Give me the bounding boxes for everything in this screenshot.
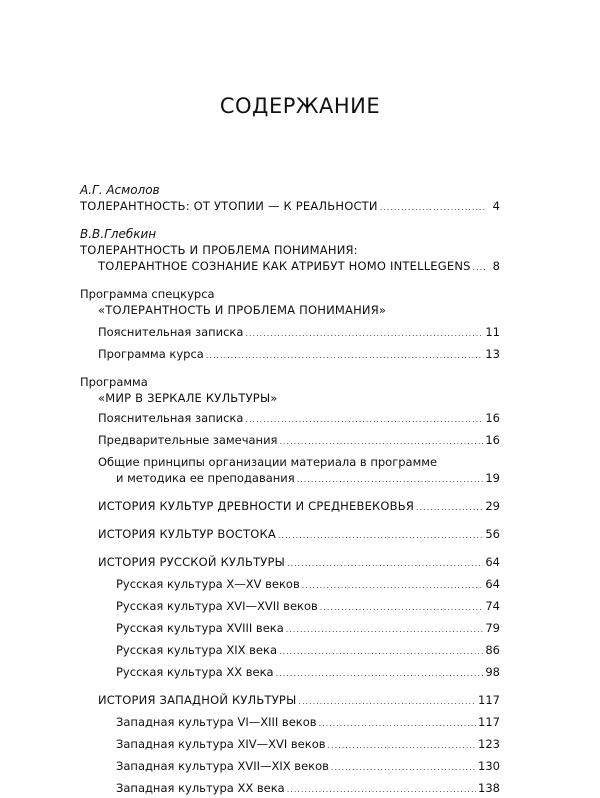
toc-entry-title: ТОЛЕРАНТНОСТЬ: ОТ УТОПИИ — К РЕАЛЬНОСТИ	[80, 199, 378, 213]
toc-entry[interactable]	[80, 598, 500, 616]
leader-dots	[380, 200, 486, 216]
leader-dots	[206, 348, 484, 364]
toc-entry-title: Западная культура XVII—XIX веков	[116, 759, 329, 773]
toc-entry[interactable]	[80, 758, 500, 776]
toc-entry-title: Программа курса	[98, 347, 204, 361]
toc-section-asmolov	[80, 182, 500, 216]
toc-section-special-course	[80, 286, 500, 364]
toc-section-glebkin	[80, 226, 500, 276]
toc-entry-page: 79	[485, 621, 500, 635]
toc-heading: «МИР В ЗЕРКАЛЕ КУЛЬТУРЫ»	[98, 391, 278, 405]
toc-entry[interactable]	[80, 346, 500, 364]
toc-entry[interactable]	[80, 664, 500, 682]
toc-entry[interactable]	[80, 526, 500, 544]
toc-heading: Программа	[80, 375, 148, 389]
leader-dots	[302, 578, 484, 594]
leader-dots	[287, 556, 483, 572]
toc-entry-title: Пояснительная записка	[98, 325, 244, 339]
toc-entry-title: Западная культура XIV—XVI веков	[116, 737, 326, 751]
toc-entry-page: 19	[485, 471, 500, 485]
leader-dots	[279, 644, 483, 660]
toc-entry[interactable]	[80, 780, 500, 798]
toc-entry-page: 123	[478, 737, 500, 751]
toc-entry-title-line: Общие принципы организации материала в программе	[98, 455, 438, 469]
toc-entry-page: 56	[485, 527, 500, 541]
toc-entry-page: 29	[485, 499, 500, 513]
toc-author: А.Г. Асмолов	[80, 183, 160, 197]
toc-heading: «ТОЛЕРАНТНОСТЬ И ПРОБЛЕМА ПОНИМАНИЯ»	[98, 303, 387, 317]
toc-entry-page: 4	[492, 199, 500, 213]
toc-entry-page: 117	[478, 693, 500, 707]
toc-entry-page: 13	[485, 347, 500, 361]
toc-entry-page: 98	[485, 665, 500, 679]
toc-entry-title: Русская культура XVIII века	[116, 621, 284, 635]
toc-section-program	[80, 374, 500, 798]
toc-entry[interactable]	[80, 736, 500, 754]
leader-dots	[416, 500, 483, 516]
leader-dots	[328, 738, 477, 754]
toc-entry[interactable]	[80, 470, 500, 488]
toc-entry-title: Предварительные замечания	[98, 433, 278, 447]
toc-entry-title: Пояснительная записка	[98, 411, 244, 425]
toc-entry-title: и методика ее преподавания	[116, 471, 295, 485]
toc-entry-title: ИСТОРИЯ РУССКОЙ КУЛЬТУРЫ	[98, 555, 285, 569]
toc-entry[interactable]	[80, 642, 500, 660]
toc-entry-page: 86	[485, 643, 500, 657]
leader-dots	[319, 716, 477, 732]
toc-entry-page: 11	[485, 325, 500, 339]
leader-dots	[331, 760, 476, 776]
leader-dots	[286, 622, 484, 638]
toc-entry[interactable]	[80, 554, 500, 572]
leader-dots	[278, 528, 483, 544]
leader-dots	[245, 412, 483, 428]
page-title: СОДЕРЖАНИЕ	[219, 94, 381, 118]
toc-entry[interactable]	[80, 410, 500, 428]
toc-entry-page: 138	[478, 781, 500, 795]
toc-entry-page: 64	[485, 555, 500, 569]
leader-dots	[287, 782, 476, 798]
toc-entry[interactable]	[80, 198, 500, 216]
toc-entry-page: 117	[478, 715, 500, 729]
toc-entry-page: 16	[485, 433, 500, 447]
toc-entry-title: Русская культура XX века	[116, 665, 274, 679]
toc-entry-page: 74	[485, 599, 500, 613]
leader-dots	[297, 472, 484, 488]
leader-dots	[298, 694, 476, 710]
toc-entry-title: Русская культура XIX века	[116, 643, 277, 657]
toc-entry-title: Русская культура XVI—XVII веков	[116, 599, 318, 613]
toc-entry-title-line: ТОЛЕРАНТНОСТЬ И ПРОБЛЕМА ПОНИМАНИЯ:	[80, 243, 358, 257]
toc-entry[interactable]	[80, 432, 500, 450]
leader-dots	[320, 600, 484, 616]
table-of-contents	[80, 182, 500, 798]
toc-entry-page: 8	[492, 259, 500, 273]
toc-entry-page: 130	[478, 759, 500, 773]
toc-entry[interactable]	[80, 692, 500, 710]
toc-entry-page: 16	[485, 411, 500, 425]
toc-entry[interactable]	[80, 498, 500, 516]
toc-heading: Программа спецкурса	[80, 287, 215, 301]
toc-entry[interactable]	[80, 620, 500, 638]
toc-entry-title: ИСТОРИЯ КУЛЬТУР ВОСТОКА	[98, 527, 276, 541]
toc-entry-title: Западная культура VI—XIII веков	[116, 715, 317, 729]
toc-entry-title: Западная культура XX века	[116, 781, 285, 795]
toc-entry-title: ТОЛЕРАНТНОЕ СОЗНАНИЕ КАК АТРИБУТ HOMO INTELLEGENS	[98, 259, 471, 273]
leader-dots	[279, 434, 483, 450]
leader-dots	[276, 666, 484, 682]
toc-entry[interactable]	[80, 324, 500, 342]
toc-author: В.В.Глебкин	[80, 227, 157, 241]
leader-dots	[245, 326, 483, 342]
toc-entry-title: Русская культура X—XV веков	[116, 577, 300, 591]
toc-entry[interactable]	[80, 576, 500, 594]
leader-dots	[473, 260, 486, 276]
toc-entry[interactable]	[80, 258, 500, 276]
toc-entry-title: ИСТОРИЯ ЗАПАДНОЙ КУЛЬТУРЫ	[98, 693, 297, 707]
toc-entry-page: 64	[485, 577, 500, 591]
toc-entry[interactable]	[80, 714, 500, 732]
toc-entry-title: ИСТОРИЯ КУЛЬТУР ДРЕВНОСТИ И СРЕДНЕВЕКОВЬЯ	[98, 499, 415, 513]
